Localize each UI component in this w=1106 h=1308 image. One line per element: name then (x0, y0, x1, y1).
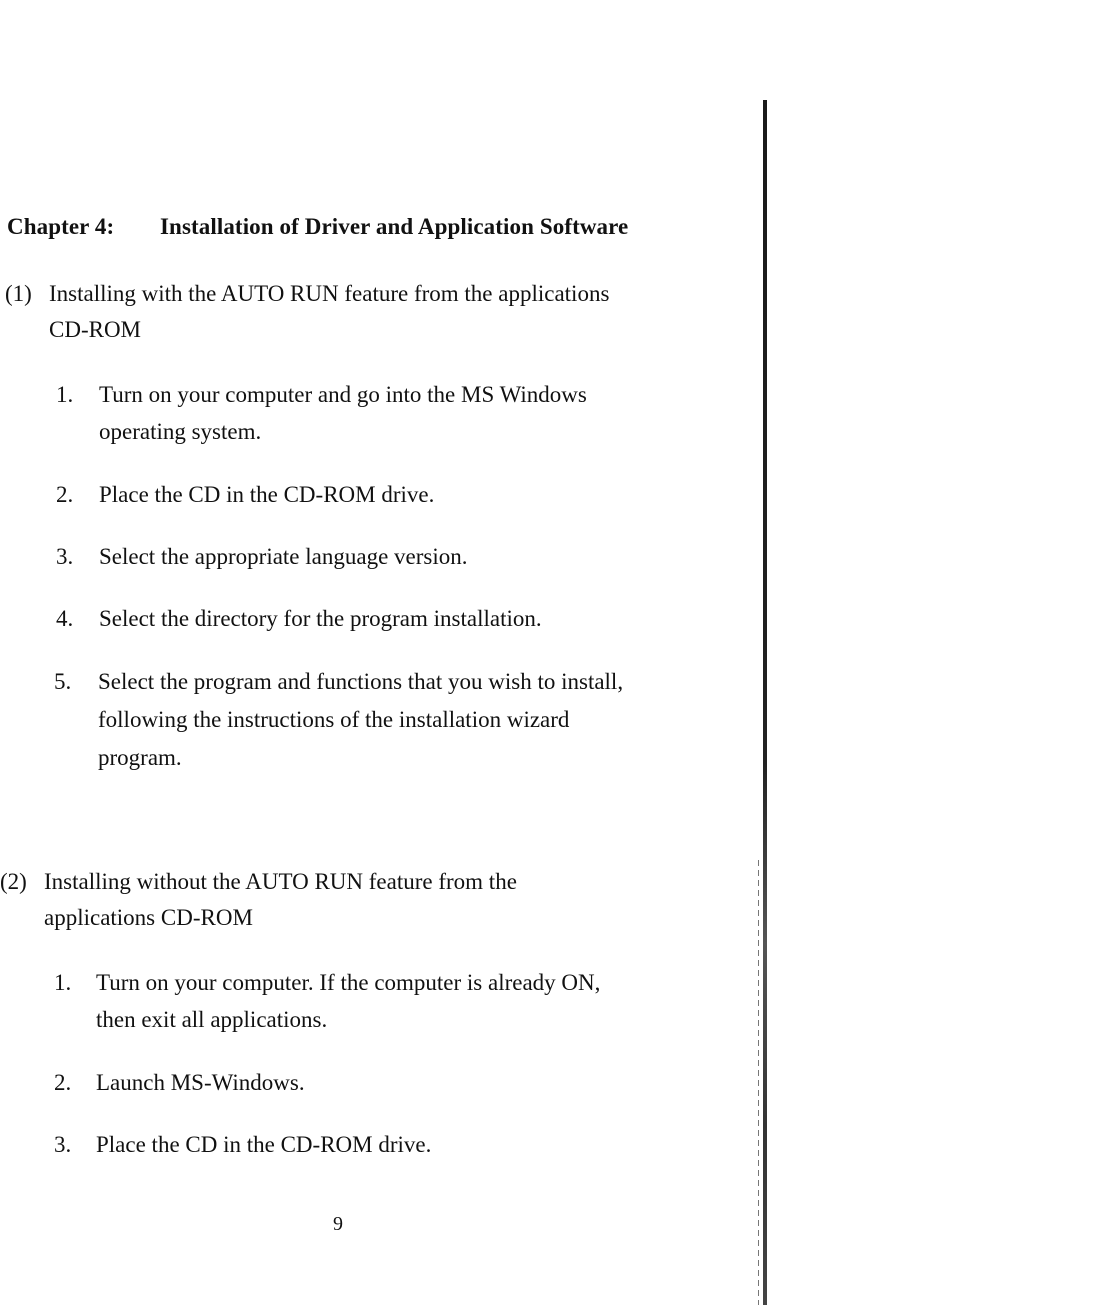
section-1-heading (5, 276, 705, 348)
step-text: Turn on your computer. If the computer is already ON, (96, 970, 601, 995)
section-1-step (54, 663, 694, 774)
step-text: Place the CD in the CD-ROM drive. (99, 482, 435, 507)
step-number: 1. (54, 970, 72, 995)
step-text: Turn on your computer and go into the MS Windows (99, 382, 587, 407)
section-2-step (54, 964, 694, 1038)
section-1-step (56, 538, 696, 575)
section-1-marker: (1) (5, 281, 32, 306)
binding-edge-line (763, 100, 767, 1305)
chapter-heading (7, 214, 628, 240)
step-text: Select the appropriate language version. (99, 544, 468, 569)
chapter-number: Chapter 4: (7, 214, 115, 239)
step-number: 5. (54, 669, 72, 694)
step-number: 3. (56, 544, 74, 569)
step-number: 3. (54, 1132, 72, 1157)
step-number: 4. (56, 606, 74, 631)
section-2-line-2: applications CD-ROM (44, 905, 253, 930)
step-text: following the instructions of the installation wizard (98, 707, 570, 732)
section-2-step (54, 1126, 694, 1163)
section-1-line-2: CD-ROM (49, 317, 142, 342)
step-text: Select the directory for the program installation. (99, 606, 542, 631)
step-number: 1. (56, 382, 74, 407)
step-text: Launch MS-Windows. (96, 1070, 305, 1095)
section-2-line-1: Installing without the AUTO RUN feature from the (44, 869, 517, 894)
step-text: Select the program and functions that you wish to install, (98, 669, 624, 694)
step-number: 2. (54, 1070, 72, 1095)
section-2-heading (0, 864, 700, 936)
section-1-line-1: Installing with the AUTO RUN feature from the applications (49, 281, 610, 306)
step-text: Place the CD in the CD-ROM drive. (96, 1132, 432, 1157)
step-text: operating system. (99, 419, 262, 444)
binding-edge-shadow (758, 860, 759, 1305)
step-number: 2. (56, 482, 74, 507)
step-text: then exit all applications. (96, 1007, 328, 1032)
section-2-step (54, 1064, 694, 1101)
section-1-step (56, 476, 696, 513)
step-text: program. (98, 745, 182, 770)
section-1-step (56, 376, 696, 450)
section-1-step (56, 600, 696, 637)
chapter-title: Installation of Driver and Application Software (160, 214, 629, 239)
section-2-marker: (2) (0, 869, 27, 894)
page-number: 9 (333, 1213, 343, 1235)
